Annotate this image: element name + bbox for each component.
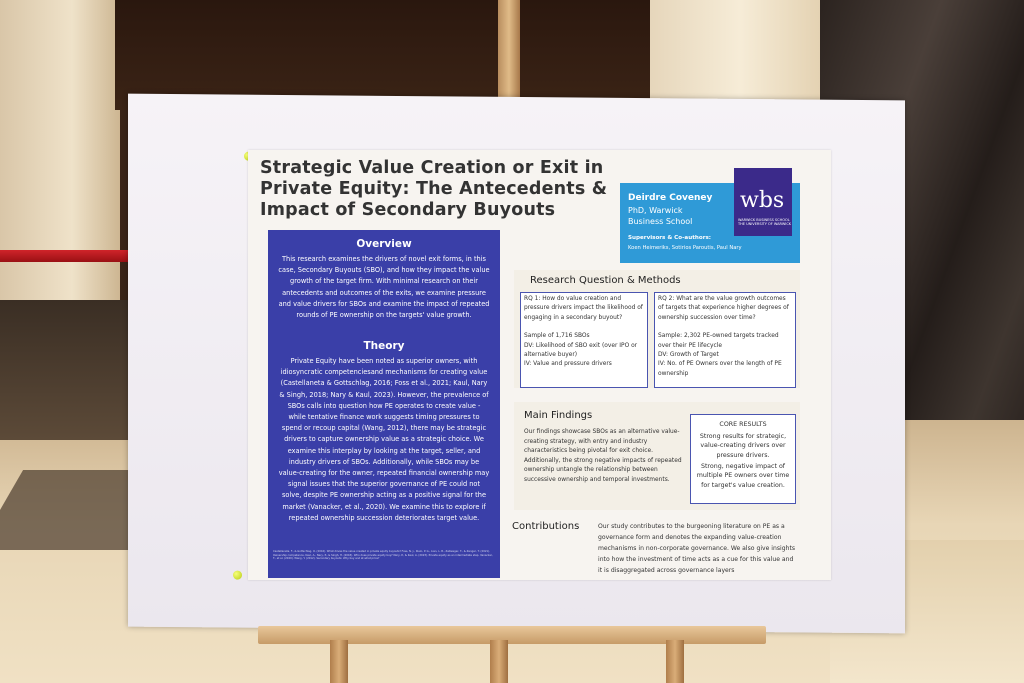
findings-text: Our findings showcase SBOs as an alternative value-creating strategy, with entry and industry characteristics being pivotal for exit choice. Additionally, the strong negative impacts of repeated ownership untangle the relationship between successive ownership and temporal investments. — [524, 429, 682, 483]
easel-mast — [498, 0, 520, 105]
rq1-dv: DV: Likelihood of SBO exit (over IPO or alternative buyer) — [524, 342, 638, 359]
contributions-text: Our study contributes to the burgeoning literature on PE as a governance form and denotes the expanding value-creation mechanisms in non-corporate governance. We also give insights into how the investment of time acts as a cue for this value and it is disaggregated across governance layers — [598, 523, 796, 574]
easel-leg — [666, 640, 684, 683]
logo-subtitle: WARWICK BUSINESS SCHOOL THE UNIVERSITY OF WARWICK — [738, 218, 792, 226]
rq1-iv: IV: Value and pressure drivers — [524, 361, 612, 368]
rq2-question: RQ 2: What are the value growth outcomes of targets that experience higher degrees of ownership succession over time? — [658, 296, 789, 321]
supervisors-label: Supervisors & Co-authors: — [628, 235, 712, 241]
logo-wordmark: wbs — [740, 188, 785, 213]
pin-icon — [233, 571, 242, 580]
theory-heading: Theory — [363, 340, 405, 352]
rq1-sample: Sample of 1,716 SBOs — [524, 333, 590, 340]
main-findings-section — [514, 402, 800, 510]
overview-theory-panel — [268, 230, 500, 578]
easel-leg — [490, 640, 508, 683]
wall-base — [0, 300, 140, 440]
core-result-1: Strong results for strategic, value-creating drivers over pressure drivers. — [699, 433, 787, 459]
theory-text: Private Equity have been noted as superior owners, with idiosyncratic competenciesand mechanisms for creating value (Castellaneta & Gottschlag, 2016; Foss et al., 2021; Kaul, Nary & Singh, 2018; Nary & Kaul, 2023). However, the prevalence of SBOs calls into question how PE operates to create value - while tentative finance work suggests timing pressures to spend or recoup capital (Wang, 2012), there may be strategic drivers to capture ownership value as a strategic choice. We examine this interplay by looking at the target, seller, and industry drivers of SBOs. Additionally, while SBOs may be value-creating for the owner, repeated financial ownership may signal issues that the superior governance of PE could not solve, despite PE ownership acting as a positive signal for the market (Vanacker, et al., 2020). We examine this to explore if repeated ownership succession deteriorates target value. — [278, 357, 490, 522]
wbs-logo — [734, 168, 792, 236]
research-poster — [248, 150, 831, 580]
overview-text: This research examines the drivers of novel exit forms, in this case, Secondary Buyouts (SBO), and how they impact the value growth of the target firm. With minimal research on their antecedents and outcomes of the exits, we examine pressure and value drivers for SBOs and examine the impact of repeated rounds of PE ownership on the targets' value growth. — [278, 255, 490, 320]
barrier-rope — [0, 250, 140, 262]
supervisors-names: Koen Heimeriks, Sotirios Paroutis, Paul Nary — [628, 245, 742, 251]
core-result-2: Strong, negative impact of multiple PE owners over time for target's value creation. — [696, 463, 790, 489]
research-heading: Research Question & Methods — [530, 275, 681, 286]
references-text: Castellaneta, F., & Gottschlag, O. (2016). What drives the value created in private equity buyouts? Foss, N. J., Klein, P. G., Lien, L. B., Zellweger, T., & Zenger, T. (2021). Ownership competence. Kaul, A., Nary, P., & Singh, H. (2018). Who does private equity buy? Nary, P., & Kaul, A. (2023). Private equity as an intermediate step. Vanacker, T., et al. (2020). Wang, Y. (2012). Secondary buyouts: Why buy and at what price? — [273, 550, 493, 561]
author-school: Business School — [628, 217, 693, 226]
author-box — [620, 183, 800, 263]
author-name: Deirdre Coveney — [628, 193, 713, 203]
rq2-dv: DV: Growth of Target — [658, 352, 719, 359]
core-results-card — [690, 414, 796, 504]
rq1-question: RQ 1: How do value creation and pressure drivers impact the likelihood of engaging in a secondary buyout? — [524, 296, 643, 321]
easel-leg — [330, 640, 348, 683]
author-role: PhD, Warwick — [628, 206, 683, 215]
rq1-card — [520, 292, 648, 388]
poster-title: Strategic Value Creation or Exit in Private Equity: The Antecedents & Impact of Secondary Buyouts — [260, 158, 608, 220]
overview-heading: Overview — [356, 238, 412, 250]
findings-heading: Main Findings — [524, 410, 593, 421]
rq2-sample: Sample: 2,302 PE-owned targets tracked over their PE lifecycle — [658, 333, 779, 349]
rq2-iv: IV: No. of PE Owners over the length of PE ownership — [658, 361, 782, 377]
rq2-card — [654, 292, 796, 388]
research-methods-section — [514, 270, 800, 388]
core-results-heading: CORE RESULTS — [719, 421, 767, 428]
contributions-heading: Contributions — [512, 521, 580, 532]
